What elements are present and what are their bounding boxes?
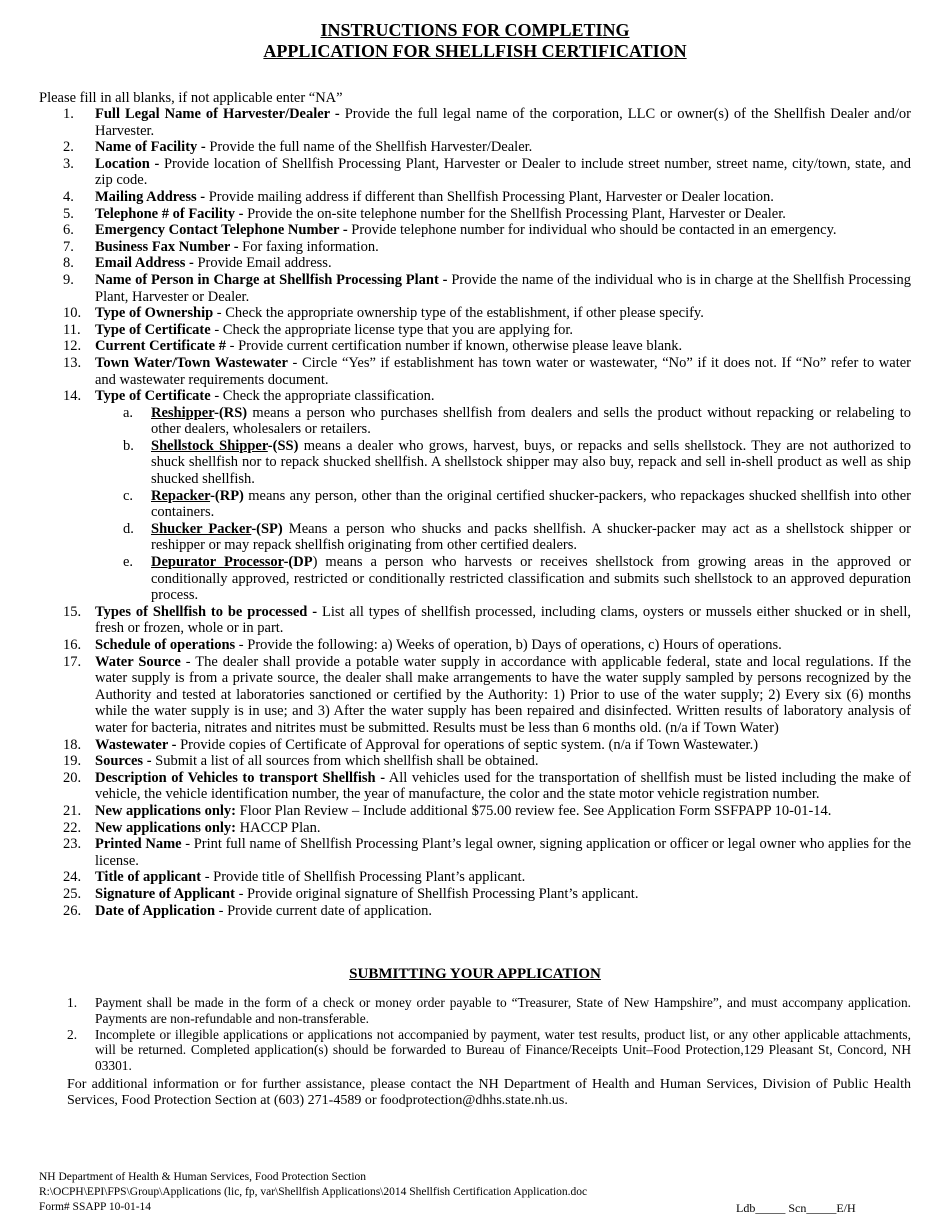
item-number: 18. — [63, 736, 82, 753]
classification-term: Reshipper — [151, 404, 215, 421]
submit-item — [39, 1027, 911, 1074]
item-term: Full Legal Name of Harvester/Dealer - — [95, 106, 340, 122]
item-text: - Circle “Yes” if establishment has town water or wastewater, “No” if it does not. If “No” refer to water and wastewater requirements document. — [95, 354, 912, 388]
footer — [39, 1170, 587, 1215]
item-number: 26. — [63, 902, 82, 919]
item-term: Type of Ownership — [95, 305, 214, 322]
submit-item — [39, 995, 911, 1027]
item-text: means a person who purchases shellfish from dealers and sells the product without repacking or relabeling to other dealers, wholesalers or retailers. — [151, 404, 911, 438]
item-term: Title of applicant — [95, 869, 202, 886]
item-text: means any person, other than the original certified shucker-packers, who repackages shucked shellfish into other containers. — [151, 487, 911, 521]
item-letter: d. — [123, 520, 134, 537]
list-item — [39, 604, 911, 637]
item-number: 12. — [63, 338, 82, 355]
footer-department: NH Department of Health & Human Services, Food Protection Section — [39, 1171, 367, 1183]
list-item — [39, 388, 911, 405]
item-text: Incomplete or illegible applications or applications not accompanied by payment, water test results, product list, or any other applicable attachments, will be returned. Completed application(s) should be forwarded to Bureau of Finance/Receipts Unit–Food Protection,129 Pleasant St, Concord, NH 03301. — [95, 1026, 911, 1074]
list-item — [39, 637, 911, 654]
item-text: Provide location of Shellfish Processing Plant, Harvester or Dealer to include street number, street name, city/town, state, and zip code. — [95, 155, 912, 189]
item-letter: b. — [123, 437, 134, 454]
item-text: Provide the on-site telephone number for the Shellfish Processing Plant, Harvester or Dealer. — [243, 205, 786, 222]
item-text: Provide the name of the individual who is in charge at the Shellfish Processing Plant, Harvester or Dealer. — [95, 271, 911, 305]
list-item — [39, 770, 911, 803]
item-text: Payment shall be made in the form of a check or money order payable to “Treasurer, State of New Hampshire”, and must accompany application. Payments are non-refundable and non-transferable. — [95, 995, 911, 1026]
item-term: Sources - — [95, 753, 152, 770]
item-text: All vehicles used for the transportation of shellfish must be listed including the make of vehicle, the vehicle identification number, the year of manufacture, the color and the state motor vehicle registration number. — [95, 769, 912, 803]
list-item — [39, 272, 911, 305]
classification-term: Repacker — [151, 487, 211, 504]
list-item — [39, 106, 911, 139]
list-item — [39, 836, 911, 869]
classification-item — [39, 521, 911, 554]
list-item — [39, 869, 911, 886]
item-number: 9. — [63, 271, 74, 288]
item-term: Emergency Contact Telephone Number - — [95, 222, 348, 239]
list-item — [39, 305, 911, 322]
item-text: - Provide current date of application. — [215, 902, 433, 919]
item-text: means a dealer who grows, harvest, buys, or repacks and sells shellstock. They are not authorized to shuck shellfish nor to repack shucked shellfish. A shellstock shipper may also buy, repack and sell in-shell product as well as ship shucked shellfish. — [151, 437, 911, 488]
item-text: - The dealer shall provide a potable water supply in accordance with applicable federal, state and local regulations. If the water supply is from a private source, the dealer shall make arrangements to have the water supply sampled by persons recognized by the Authority and tested at laboratories sanctioned or certified by the Authority: 1) Prior to use of the water supply; 2) Every six (6) months while the water supply is in use; and 3) After the water supply has been repaired and disinfected. Written results of laboratory analysis of water for bacteria, nitrates and nitrites must be submitted. Results must be less than 6 months old. (n/a if Town Water) — [95, 653, 912, 736]
list-item — [39, 189, 911, 206]
item-term: Water Source — [95, 653, 181, 670]
classification-code: -(RP) — [210, 487, 244, 504]
item-text: ) means a person who harvests or receives shellstock from growing areas in the approved or conditionally approved, restricted or conditionally restricted classification and submits such shellstock to an approved depuration process. — [151, 554, 911, 604]
item-number: 14. — [63, 388, 82, 405]
item-text: Floor Plan Review – Include additional $75.00 review fee. See Application Form SSFPAPP 10-01-14. — [236, 802, 832, 819]
item-number: 16. — [63, 637, 82, 653]
item-number: 6. — [63, 222, 74, 239]
classification-code: -(DP — [283, 554, 313, 571]
classification-item — [39, 405, 911, 438]
item-number: 19. — [63, 753, 82, 770]
classification-term: Shellstock Shipper — [151, 437, 268, 454]
item-term: Schedule of operations — [95, 637, 236, 653]
item-text: - Provide title of Shellfish Processing Plant’s applicant. — [201, 869, 526, 886]
classification-code: -(SP) — [251, 520, 283, 537]
item-number: 10. — [63, 305, 82, 322]
instructions-list — [39, 106, 911, 919]
item-term: Telephone # of Facility - — [95, 205, 244, 222]
title-line-1: INSTRUCTIONS FOR COMPLETING — [320, 20, 630, 40]
footer-file-path: R:\OCPH\EPI\FPS\Group\Applications (lic, fp, var\Shellfish Applications\2014 Shellfish Certification Application.doc — [39, 1186, 588, 1198]
classification-term: Depurator Processor — [151, 554, 284, 571]
item-term: Type of Certificate — [95, 321, 211, 338]
item-number: 4. — [63, 188, 74, 205]
item-text: Provide telephone number for individual who should be contacted in an emergency. — [347, 222, 837, 239]
item-number: 8. — [63, 255, 74, 272]
item-term: Wastewater - — [95, 736, 177, 753]
item-term: New applications only: — [95, 819, 236, 836]
list-item — [39, 820, 911, 837]
item-term: Printed Name — [95, 836, 182, 853]
item-text: HACCP Plan. — [236, 819, 321, 836]
classification-code: -(RS) — [214, 404, 248, 421]
item-term: Location - — [95, 155, 160, 172]
item-term: Town Water/Town Wastewater — [95, 354, 288, 371]
list-item — [39, 255, 911, 272]
title-line-2: APPLICATION FOR SHELLFISH CERTIFICATION — [263, 41, 687, 61]
list-item — [39, 886, 911, 903]
item-text: Provide Email address. — [193, 255, 332, 272]
item-number: 23. — [63, 836, 82, 853]
item-number: 2. — [63, 139, 74, 156]
intro-text: Please fill in all blanks, if not applicable enter “NA” — [39, 90, 343, 106]
classification-item — [39, 438, 911, 488]
item-number: 5. — [63, 205, 74, 222]
item-number: 7. — [63, 238, 74, 255]
item-text: - Print full name of Shellfish Processing Plant’s legal owner, signing application or officer or legal owner who applies for the license. — [95, 836, 911, 869]
submitting-heading: SUBMITTING YOUR APPLICATION — [349, 966, 601, 982]
contact-paragraph: For additional information or for further assistance, please contact the NH Department of Health and Human Services, Division of Public Health Services, Food Protection Section at (603) 271-4589 or foodprotection@dhhs.state.nh.us. — [67, 1077, 911, 1109]
list-item — [39, 322, 911, 339]
item-term: Business Fax Number - — [95, 238, 239, 255]
item-text: Means a person who shucks and packs shellfish. A shucker-packer may act as a shellstock shipper or reshipper or may repack shellfish originating from other certified dealers. — [151, 520, 911, 554]
list-item — [39, 338, 911, 355]
item-term: Name of Facility - — [95, 139, 206, 156]
item-text: - Check the appropriate ownership type of the establishment, if other please specify. — [213, 305, 704, 322]
classification-item — [39, 488, 911, 521]
item-number: 21. — [63, 802, 82, 819]
document-title — [0, 20, 950, 62]
item-number: 20. — [63, 769, 82, 786]
submitting-list — [39, 995, 911, 1074]
list-item — [39, 355, 911, 388]
item-number: 11. — [63, 321, 81, 338]
classification-item — [39, 554, 911, 604]
item-text: For faxing information. — [238, 238, 379, 255]
item-letter: e. — [123, 554, 134, 571]
list-item — [39, 903, 911, 920]
list-item — [39, 206, 911, 223]
item-number: 22. — [63, 819, 82, 836]
item-number: 25. — [63, 885, 82, 902]
item-term: Types of Shellfish to be processed - — [95, 603, 318, 620]
item-text: - Check the appropriate classification. — [210, 388, 435, 405]
item-text: Submit a list of all sources from which shellfish shall be obtained. — [151, 753, 539, 770]
item-number: 13. — [63, 354, 82, 371]
list-item — [39, 222, 911, 239]
item-number: 2. — [67, 1026, 78, 1042]
item-number: 24. — [63, 869, 82, 886]
item-text: Provide the full legal name of the corporation, LLC or owner(s) of the Shellfish Dealer and/or Harvester. — [95, 106, 911, 139]
item-number: 1. — [63, 106, 74, 122]
item-text: List all types of shellfish processed, including clams, oysters or mussels either shucked or in shell, fresh or frozen, whole or in part. — [95, 603, 911, 637]
item-text: Provide copies of Certificate of Approval for operations of septic system. (n/a if Town Wastewater.) — [176, 736, 759, 753]
item-term: New applications only: — [95, 802, 236, 819]
certificate-classification-list — [39, 405, 911, 604]
list-item — [39, 737, 911, 754]
item-term: Current Certificate # — [95, 338, 226, 355]
list-item — [39, 239, 911, 256]
list-item — [39, 139, 911, 156]
item-term: Name of Person in Charge at Shellfish Processing Plant - — [95, 271, 448, 288]
item-term: Type of Certificate — [95, 388, 211, 405]
list-item — [39, 156, 911, 189]
classification-code: -(SS) — [267, 437, 299, 454]
item-number: 15. — [63, 603, 82, 620]
list-item — [39, 654, 911, 737]
item-number: 3. — [63, 155, 74, 172]
item-text: Provide the full name of the Shellfish Harvester/Dealer. — [205, 139, 533, 156]
item-term: Description of Vehicles to transport Shellfish - — [95, 769, 386, 786]
item-term: Date of Application — [95, 902, 216, 919]
item-number: 17. — [63, 653, 82, 670]
item-term: Mailing Address - — [95, 188, 206, 205]
item-term: Email Address - — [95, 255, 194, 272]
item-text: - Provide original signature of Shellfish Processing Plant’s applicant. — [234, 885, 639, 902]
footer-initials: Ldb_____ Scn_____E/H — [736, 1201, 856, 1215]
list-item — [39, 753, 911, 770]
footer-form-number: Form# SSAPP 10-01-14 — [39, 1201, 152, 1213]
item-text: - Provide current certification number if known, otherwise please leave blank. — [225, 338, 683, 355]
list-item — [39, 803, 911, 820]
item-text: Provide mailing address if different than Shellfish Processing Plant, Harvester or Dealer location. — [205, 188, 774, 205]
item-letter: a. — [123, 404, 134, 421]
item-letter: c. — [123, 487, 134, 504]
item-text: - Check the appropriate license type that you are applying for. — [210, 321, 574, 338]
classification-term: Shucker Packer — [151, 520, 252, 537]
item-number: 1. — [67, 995, 78, 1010]
item-text: - Provide the following: a) Weeks of operation, b) Days of operations, c) Hours of operations. — [235, 637, 782, 653]
item-term: Signature of Applicant — [95, 885, 235, 902]
